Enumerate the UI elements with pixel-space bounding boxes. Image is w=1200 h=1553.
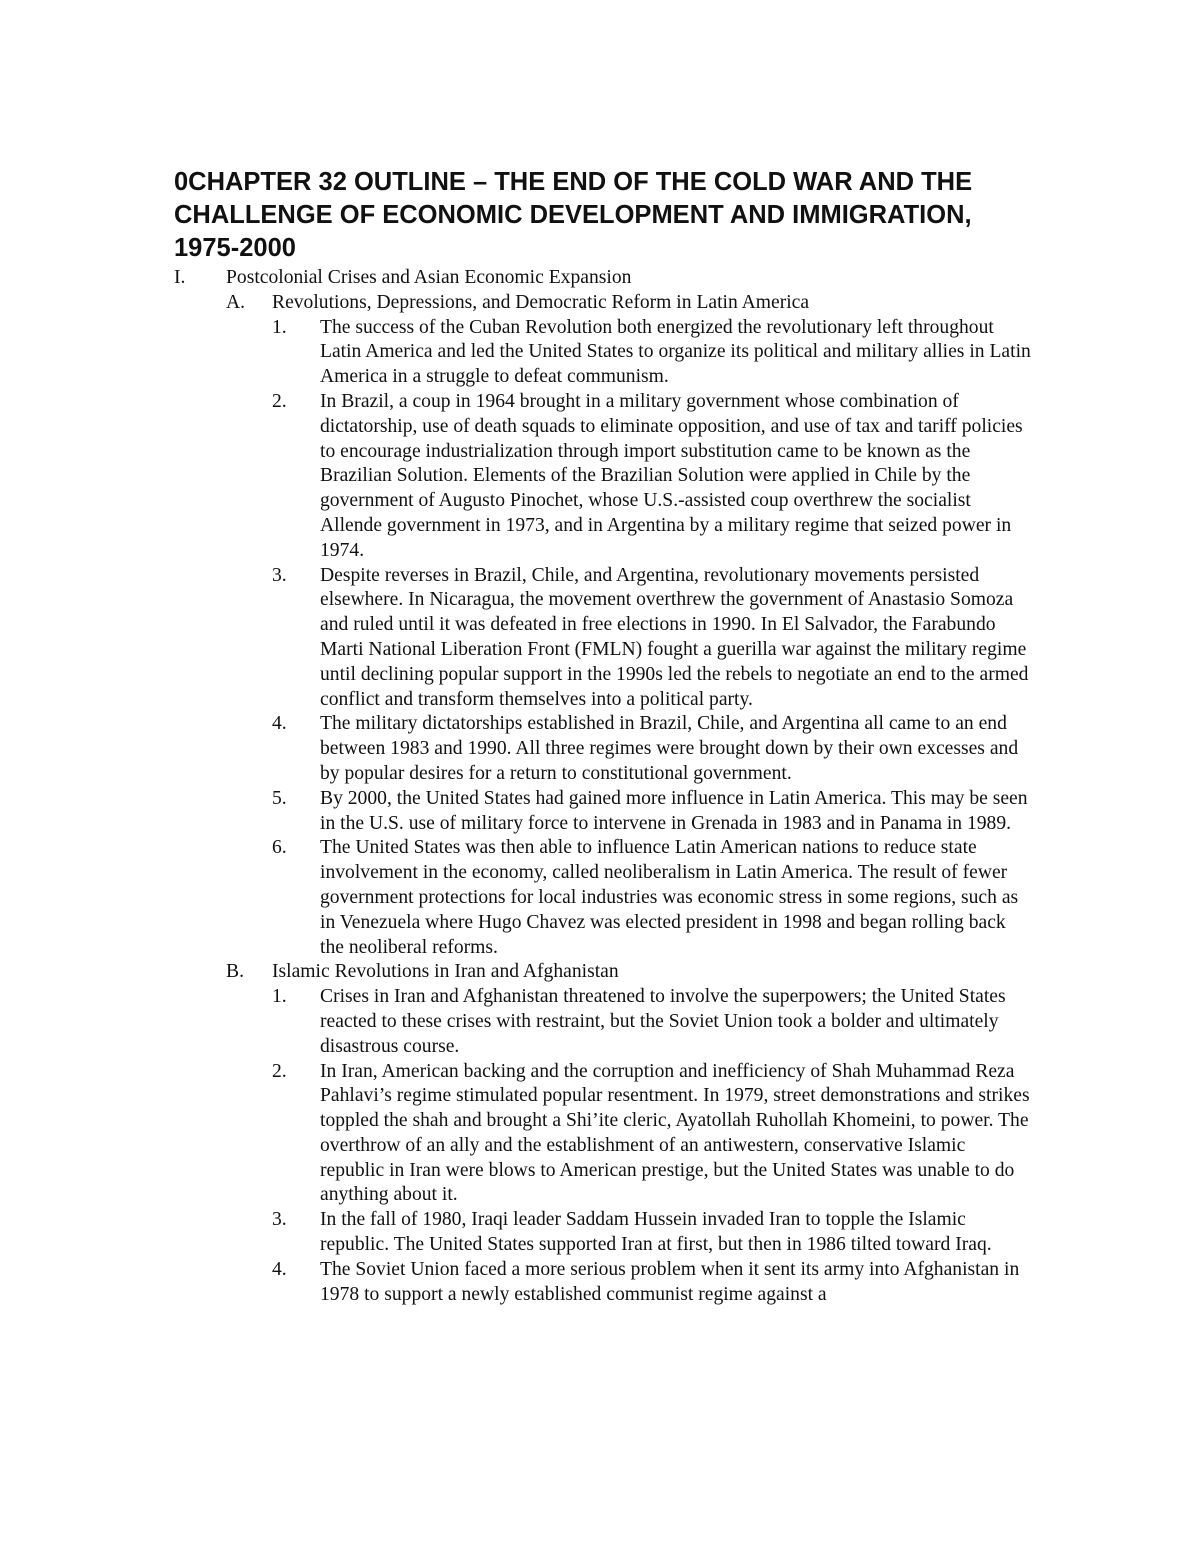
item-text: In Brazil, a coup in 1964 brought in a military government whose combination of dictatorship, use of death squads to eliminate opposition, and use of tax and tariff policies to encourage industrialization through import substitution came to be known as the Brazilian Solution. Elements of the Brazilian Solution were applied in Chile by the government of Augusto Pinochet, whose U.S.-assisted coup overthrew the socialist Allende government in 1973, and in Argentina by a military regime that seized power in 1974. xyxy=(320,390,1023,561)
outline-item xyxy=(174,390,1034,564)
item-text: In the fall of 1980, Iraqi leader Saddam Hussein invaded Iran to topple the Islamic republic. The United States supported Iran at first, but then in 1986 tilted toward Iraq. xyxy=(320,1209,992,1256)
item-marker: 3. xyxy=(272,1209,287,1231)
subsection-heading: Islamic Revolutions in Iran and Afghanistan xyxy=(272,961,619,983)
item-marker: 1. xyxy=(272,986,287,1008)
chapter-title: 0CHAPTER 32 OUTLINE – THE END OF THE COLD WAR AND THE CHALLENGE OF ECONOMIC DEVELOPMENT AND IMMIGRATION, 1975-2000 xyxy=(174,168,973,262)
outline-item xyxy=(174,712,1034,786)
item-text: Despite reverses in Brazil, Chile, and Argentina, revolutionary movements persisted elsewhere. In Nicaragua, the movement overthrew the government of Anastasio Somoza and ruled until it was defeated in free elections in 1990. In El Salvador, the Farabundo Marti National Liberation Front (FMLN) fought a guerilla war against the military regime until declining popular support in the 1990s led the rebels to negotiate an end to the armed conflict and transform themselves into a political party. xyxy=(320,564,1029,710)
subsection-heading: Revolutions, Depressions, and Democratic Reform in Latin America xyxy=(272,291,810,313)
item-text: In Iran, American backing and the corruption and inefficiency of Shah Muhammad Reza Pahlavi’s regime stimulated popular resentment. In 1979, street demonstrations and strikes toppled the shah and brought a Shi’ite cleric, Ayatollah Ruhollah Khomeini, to power. The overthrow of an ally and the establishment of an antiwestern, conservative Islamic republic in Iran were blows to American prestige, but the United States was unable to do anything about it. xyxy=(320,1060,1030,1206)
outline-item xyxy=(174,1258,1034,1308)
item-marker: 6. xyxy=(272,837,287,859)
item-text: The military dictatorships established in Brazil, Chile, and Argentina all came to an end between 1983 and 1990. All three regimes were brought down by their own excesses and by popular desires for a return to constitutional government. xyxy=(320,713,1019,784)
outline-section-I xyxy=(174,266,1034,291)
item-text: The Soviet Union faced a more serious problem when it sent its army into Afghanistan in 1978 to support a newly established communist regime against a xyxy=(320,1258,1020,1305)
outline xyxy=(174,266,1034,1307)
item-marker: 2. xyxy=(272,390,287,412)
item-marker: 3. xyxy=(272,564,287,586)
outline-subsection-A xyxy=(174,291,1034,316)
item-text: By 2000, the United States had gained more influence in Latin America. This may be seen in the U.S. use of military force to intervene in Grenada in 1983 and in Panama in 1989. xyxy=(320,787,1028,834)
section-marker: I. xyxy=(174,267,186,288)
outline-item xyxy=(174,985,1034,1059)
outline-item xyxy=(174,787,1034,837)
item-marker: 5. xyxy=(272,787,287,809)
outline-item xyxy=(174,1060,1034,1209)
outline-subsection-B xyxy=(174,960,1034,985)
outline-item xyxy=(174,836,1034,960)
item-marker: 1. xyxy=(272,316,287,338)
outline-item xyxy=(174,564,1034,713)
item-marker: 4. xyxy=(272,1258,287,1280)
item-marker: 4. xyxy=(272,713,287,735)
item-text: Crises in Iran and Afghanistan threatened to involve the superpowers; the United States reacted to these crises with restraint, but the Soviet Union took a bolder and ultimately disastrous course. xyxy=(320,986,1006,1057)
item-text: The success of the Cuban Revolution both energized the revolutionary left throughout Latin America and led the United States to organize its political and military allies in Latin America in a struggle to defeat communism. xyxy=(320,316,1031,388)
item-marker: 2. xyxy=(272,1060,287,1082)
outline-item xyxy=(174,1208,1034,1258)
item-text: The United States was then able to influence Latin American nations to reduce state involvement in the economy, called neoliberalism in Latin America. The result of fewer government protections for local industries was economic stress in some regions, such as in Venezuela where Hugo Chavez was elected president in 1998 and began rolling back the neoliberal reforms. xyxy=(320,837,1019,958)
section-heading: Postcolonial Crises and Asian Economic Expansion xyxy=(226,267,632,288)
subsection-marker: B. xyxy=(226,961,244,983)
subsection-marker: A. xyxy=(226,291,246,313)
outline-item xyxy=(174,316,1034,390)
